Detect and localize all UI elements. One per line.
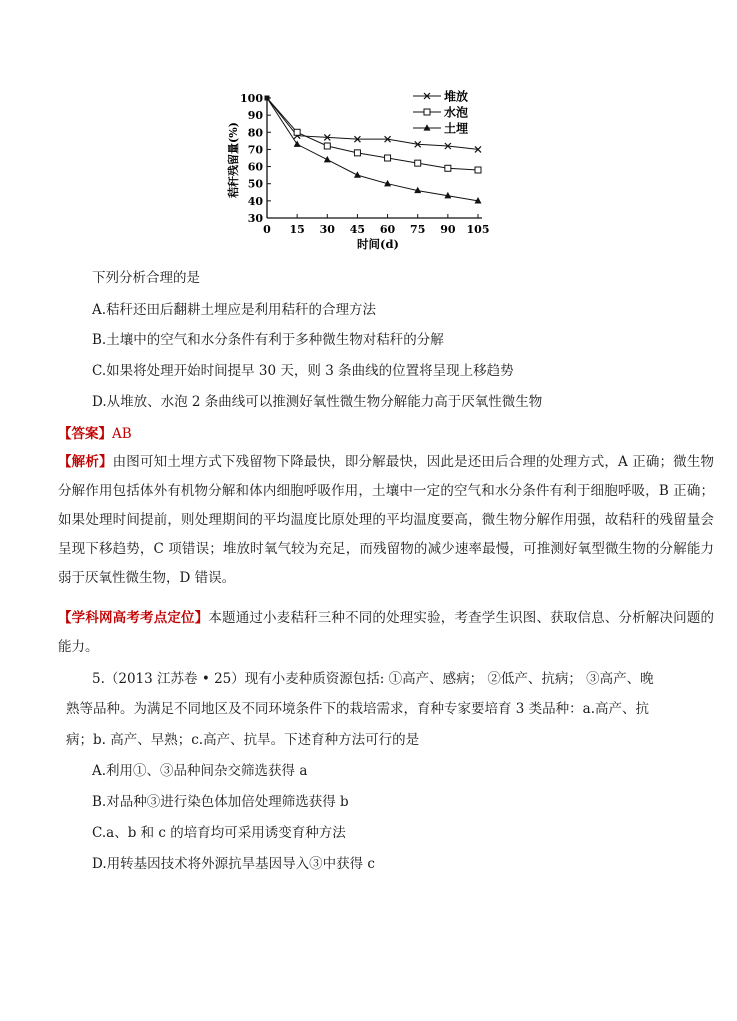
q5-stem-line-3: 病；b. 高产、早熟；c.高产、抗旱。下述育种方法可行的是 <box>66 732 420 748</box>
legend-label: 水泡 <box>444 105 469 120</box>
kaodian-text: 本题通过小麦秸秆三种不同的处理实验，考查学生识图、获取信息、分析解决问题的能力。 <box>58 610 715 655</box>
x-tick-label: 15 <box>289 223 305 236</box>
data-point-square <box>415 160 421 166</box>
x-tick-labels <box>263 223 489 236</box>
answer-tag: 【答案】 <box>58 426 112 442</box>
q5-option-a: A.利用①、③品种间杂交筛选获得 a <box>92 763 308 779</box>
y-tick-label: 70 <box>247 143 263 157</box>
data-point-square <box>294 129 300 135</box>
q4-stem: 下列分析合理的是 <box>92 270 200 286</box>
data-point-square <box>424 109 430 115</box>
y-tick-label: 40 <box>247 194 263 208</box>
q4-option-c: C.如果将处理开始时间提早 30 天，则 3 条曲线的位置将呈现上移趋势 <box>92 363 514 379</box>
legend-label: 土埋 <box>444 121 469 136</box>
q4-option-d: D.从堆放、水泡 2 条曲线可以推测好氧性微生物分解能力高于厌氧性微生物 <box>92 394 543 410</box>
y-tick-label: 50 <box>247 177 263 191</box>
x-tick-label: 45 <box>349 223 366 236</box>
answer-value: AB <box>112 426 132 442</box>
data-point-square <box>445 165 451 171</box>
q5-stem-line-2: 熟等品种。为满足不同地区及不同环境条件下的栽培需求，育种专家要培育 3 类品种：a.高产、抗 <box>66 701 650 717</box>
x-tick-label: 30 <box>319 223 335 236</box>
y-tick-label: 90 <box>247 109 263 123</box>
data-point-triangle <box>354 171 361 177</box>
y-tick-labels <box>240 92 263 225</box>
q5-stem-line-1: 5.（2013 江苏卷 • 25）现有小麦种质资源包括: ①高产、感病； ②低产、抗病； ③高产、晚 <box>92 671 654 687</box>
x-tick-label: 0 <box>263 223 271 236</box>
data-point-square <box>324 143 330 149</box>
x-tick-label: 90 <box>440 223 456 236</box>
q4-kaodian <box>58 604 714 662</box>
data-point-square <box>475 167 481 173</box>
analysis-text: 由图可知土埋方式下残留物下降最快，即分解最快，因此是还田后合理的处理方式，A 正确；微生物分解作用包括体外有机物分解和体内细胞呼吸作用，土壤中一定的空气和水分条件有利于细胞呼吸，B 正确；如果处理时间提前，则处理期间的平均温度比原处理的平均温度要高，微生物分解作用强，故秸秆的残留量会呈现下移趋势，C 项错误；堆放时氧气较为充足，而残留物的减少速率最慢，可推测好氧型微生物的分解能力弱于厌氧性微生物，D 错误。 <box>58 454 714 586</box>
x-tick-label: 75 <box>410 223 426 236</box>
chart-legend <box>413 89 468 136</box>
data-point-square <box>385 155 391 161</box>
data-point-square <box>354 150 360 156</box>
y-tick-label: 60 <box>247 160 263 174</box>
q5-option-c: C.a、b 和 c 的培育均可采用诱变育种方法 <box>92 825 346 841</box>
y-axis-label: 秸秆残留量(%) <box>227 122 240 198</box>
kaodian-tag: 【学科网高考考点定位】 <box>58 610 209 626</box>
y-tick-label: 100 <box>240 92 263 105</box>
data-point-start <box>265 96 270 101</box>
x-tick-label: 105 <box>466 223 490 236</box>
analysis-tag: 【解析】 <box>58 454 113 470</box>
residue-line-chart <box>225 88 490 253</box>
data-point-triangle <box>424 124 431 130</box>
y-tick-label: 30 <box>247 212 263 225</box>
q4-option-b: B.土壤中的空气和水分条件有利于多种微生物对秸秆的分解 <box>92 332 444 348</box>
data-point-triangle <box>324 156 331 162</box>
y-tick-label: 80 <box>247 126 263 140</box>
q4-option-a: A.秸秆还田后翻耕土埋应是利用秸秆的合理方法 <box>92 302 377 318</box>
q5-option-b: B.对品种③进行染色体加倍处理筛选获得 b <box>92 794 349 810</box>
legend-label: 堆放 <box>444 89 469 104</box>
q4-analysis <box>58 448 714 593</box>
q4-answer <box>58 424 132 444</box>
x-axis-label: 时间(d) <box>357 237 399 251</box>
x-tick-label: 60 <box>379 223 396 236</box>
q5-option-d: D.用转基因技术将外源抗旱基因导入③中获得 c <box>92 856 375 872</box>
